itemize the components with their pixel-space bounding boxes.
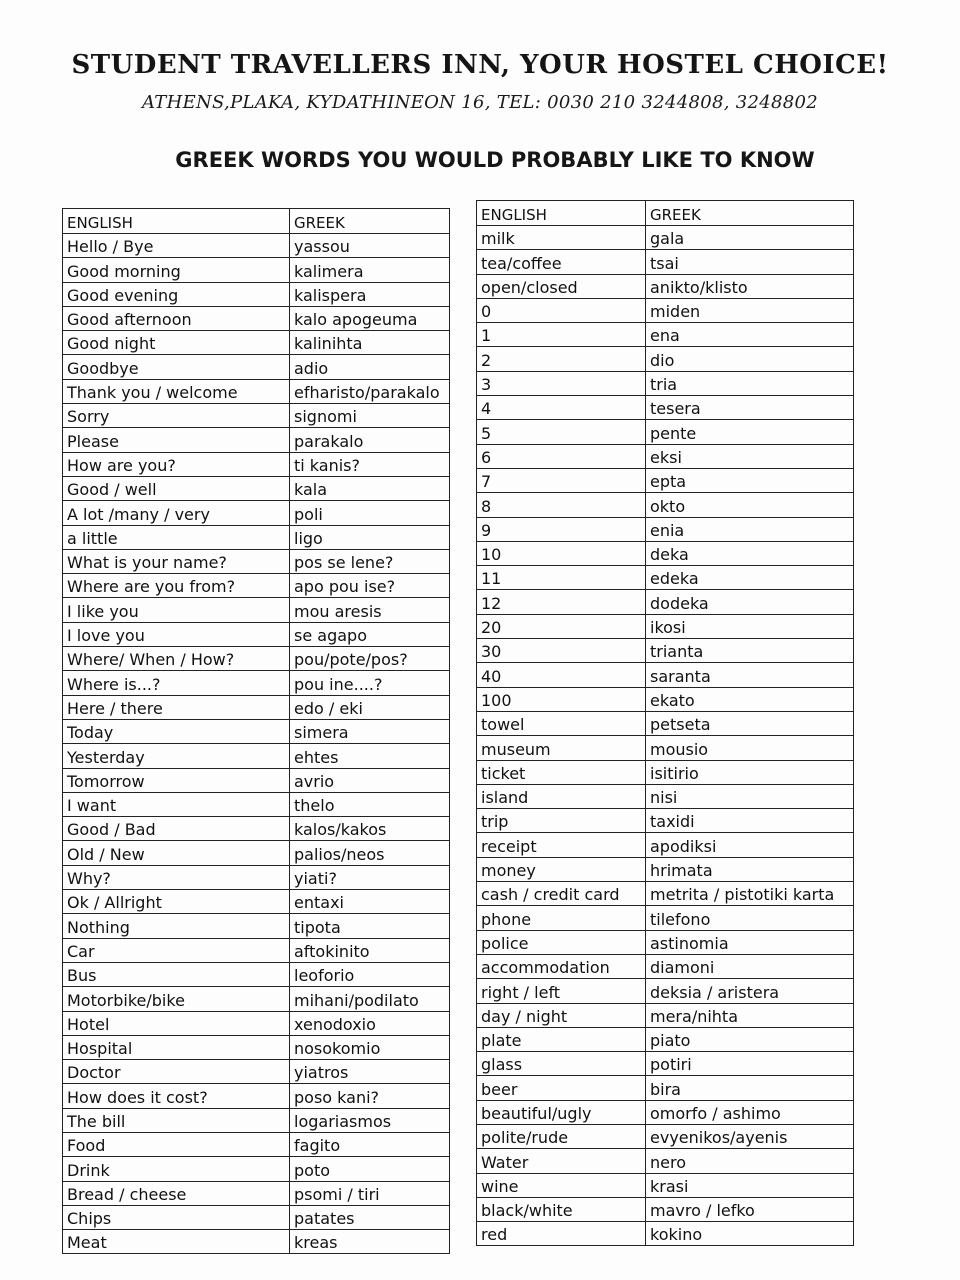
english-word: A lot /many / very [63,501,290,525]
english-word: milk [477,226,646,250]
english-word: Thank you / welcome [63,379,290,403]
table-row [63,1108,450,1132]
english-word: Good / well [63,476,290,500]
english-word: 1 [477,323,646,347]
table-row [477,784,854,808]
english-word: 30 [477,639,646,663]
greek-word: ena [646,323,854,347]
greek-word: apodiksi [646,833,854,857]
greek-word: kala [290,476,450,500]
table-row [477,250,854,274]
table-row [63,1011,450,1035]
greek-word: poli [290,501,450,525]
table-row [477,371,854,395]
english-word: island [477,784,646,808]
english-word: day / night [477,1003,646,1027]
greek-word: dodeka [646,590,854,614]
greek-word: tipota [290,914,450,938]
english-word: 8 [477,493,646,517]
english-word: plate [477,1027,646,1051]
greek-word: efharisto/parakalo [290,379,450,403]
greek-word: kalo apogeuma [290,306,450,330]
greek-word: tria [646,371,854,395]
greek-word: tesera [646,396,854,420]
greek-word: mousio [646,736,854,760]
table-row [477,639,854,663]
table-row [63,598,450,622]
english-word: 11 [477,566,646,590]
english-word: I love you [63,622,290,646]
greek-word: pou/pote/pos? [290,647,450,671]
greek-word: poso kani? [290,1084,450,1108]
greek-word: mihani/podilato [290,987,450,1011]
english-word: police [477,930,646,954]
table-row [477,906,854,930]
greek-word: edeka [646,566,854,590]
greek-word: bira [646,1076,854,1100]
table-row [63,962,450,986]
english-word: Motorbike/bike [63,987,290,1011]
table-row [63,234,450,258]
greek-word: anikto/klisto [646,274,854,298]
english-word: trip [477,809,646,833]
english-word: 6 [477,444,646,468]
greek-word: kalinihta [290,331,450,355]
english-word: phone [477,906,646,930]
table-row [63,938,450,962]
english-word: Ok / Allright [63,890,290,914]
table-row [477,444,854,468]
greek-word: omorfo / ashimo [646,1100,854,1124]
greek-word: xenodoxio [290,1011,450,1035]
table-row [477,1222,854,1246]
greek-word: ekato [646,687,854,711]
english-word: The bill [63,1108,290,1132]
table-row [63,768,450,792]
table-row [477,396,854,420]
greek-word: ikosi [646,614,854,638]
section-heading: GREEK WORDS YOU WOULD PROBABLY LIKE TO KNOW [175,148,815,172]
table-row [477,541,854,565]
table-row [477,1197,854,1221]
table-row [477,1173,854,1197]
english-word: Car [63,938,290,962]
table-row [63,622,450,646]
english-word: polite/rude [477,1124,646,1148]
page-title: STUDENT TRAVELLERS INN, YOUR HOSTEL CHOICE! [71,50,889,80]
table-row [477,468,854,492]
english-word: Good evening [63,282,290,306]
hostel-address: ATHENS,PLAKA, KYDATHINEON 16, TEL: 0030 210 3244808, 3248802 [141,92,819,113]
english-word: receipt [477,833,646,857]
table-row [477,614,854,638]
greek-word: eksi [646,444,854,468]
greek-word: patates [290,1205,450,1229]
table-row [477,274,854,298]
table-row [63,719,450,743]
greek-word: tilefono [646,906,854,930]
table-header-row [63,209,450,234]
table-row [477,1027,854,1051]
table-row [63,817,450,841]
english-word: 10 [477,541,646,565]
table-row [477,857,854,881]
table-row [477,323,854,347]
greek-word: avrio [290,768,450,792]
table-row [63,1060,450,1084]
greek-word: enia [646,517,854,541]
table-row [477,1052,854,1076]
table-row [477,979,854,1003]
table-row [477,663,854,687]
english-word: How does it cost? [63,1084,290,1108]
table-row [63,501,450,525]
table-row [63,792,450,816]
greek-word: gala [646,226,854,250]
greek-word: thelo [290,792,450,816]
table-row [63,744,450,768]
greek-word: mou aresis [290,598,450,622]
greek-word: ehtes [290,744,450,768]
table-row [477,493,854,517]
column-header-english: ENGLISH [63,209,290,234]
greek-word: logariasmos [290,1108,450,1132]
greek-word: nero [646,1149,854,1173]
greek-word: adio [290,355,450,379]
greek-word: deksia / aristera [646,979,854,1003]
english-word: red [477,1222,646,1246]
greek-word: psomi / tiri [290,1181,450,1205]
table-row [477,420,854,444]
greek-word: tsai [646,250,854,274]
table-row [63,1084,450,1108]
english-word: Today [63,719,290,743]
english-word: 40 [477,663,646,687]
english-word: I like you [63,598,290,622]
english-word: Hotel [63,1011,290,1035]
english-word: 9 [477,517,646,541]
greek-word: evyenikos/ayenis [646,1124,854,1148]
english-word: glass [477,1052,646,1076]
english-word: 100 [477,687,646,711]
table-row [477,1100,854,1124]
greek-word: piato [646,1027,854,1051]
greek-word: deka [646,541,854,565]
english-word: ticket [477,760,646,784]
table-row [63,331,450,355]
table-row [477,954,854,978]
greek-word: yiati? [290,865,450,889]
english-word: Food [63,1132,290,1156]
greek-word: pente [646,420,854,444]
vocabulary-table-left [62,208,450,1254]
table-row [63,841,450,865]
english-word: Bread / cheese [63,1181,290,1205]
english-word: towel [477,711,646,735]
english-word: Where are you from? [63,574,290,598]
table-row [63,914,450,938]
english-word: Meat [63,1230,290,1254]
english-word: Good afternoon [63,306,290,330]
table-row [63,890,450,914]
english-word: Yesterday [63,744,290,768]
table-row [63,282,450,306]
greek-word: metrita / pistotiki karta [646,882,854,906]
english-word: 5 [477,420,646,444]
english-word: What is your name? [63,549,290,573]
greek-word: mavro / lefko [646,1197,854,1221]
table-row [63,452,450,476]
english-word: Where is...? [63,671,290,695]
english-word: money [477,857,646,881]
column-header-english: ENGLISH [477,201,646,226]
greek-word: pou ine....? [290,671,450,695]
english-word: 7 [477,468,646,492]
table-row [63,574,450,598]
table-row [477,736,854,760]
greek-word: kokino [646,1222,854,1246]
english-word: open/closed [477,274,646,298]
table-row [477,347,854,371]
english-word: 3 [477,371,646,395]
greek-word: isitirio [646,760,854,784]
table-row [63,549,450,573]
english-word: Hello / Bye [63,234,290,258]
greek-word: trianta [646,639,854,663]
greek-word: nisi [646,784,854,808]
greek-word: dio [646,347,854,371]
english-word: tea/coffee [477,250,646,274]
greek-word: apo pou ise? [290,574,450,598]
english-word: Please [63,428,290,452]
greek-word: se agapo [290,622,450,646]
table-row [477,1149,854,1173]
english-word: How are you? [63,452,290,476]
table-row [63,525,450,549]
english-word: Where/ When / How? [63,647,290,671]
column-header-greek: GREEK [290,209,450,234]
greek-word: aftokinito [290,938,450,962]
english-word: Sorry [63,404,290,428]
table-row [477,298,854,322]
table-row [63,1157,450,1181]
english-word: beautiful/ugly [477,1100,646,1124]
greek-word: miden [646,298,854,322]
table-row [63,428,450,452]
english-word: 4 [477,396,646,420]
table-row [477,711,854,735]
table-row [477,760,854,784]
english-word: Old / New [63,841,290,865]
english-word: 2 [477,347,646,371]
vocabulary-table-right [476,200,854,1246]
table-row [63,379,450,403]
greek-word: palios/neos [290,841,450,865]
table-row [477,833,854,857]
english-word: black/white [477,1197,646,1221]
greek-word: kalimera [290,258,450,282]
greek-word: petseta [646,711,854,735]
english-word: wine [477,1173,646,1197]
greek-word: kalispera [290,282,450,306]
table-row [63,987,450,1011]
english-word: Why? [63,865,290,889]
greek-word: fagito [290,1132,450,1156]
english-word: Doctor [63,1060,290,1084]
table-row [63,476,450,500]
table-row [477,1124,854,1148]
table-row [477,590,854,614]
greek-word: hrimata [646,857,854,881]
english-word: Goodbye [63,355,290,379]
english-word: 12 [477,590,646,614]
table-row [63,671,450,695]
greek-word: kalos/kakos [290,817,450,841]
table-row [477,517,854,541]
table-header-row [477,201,854,226]
table-row [63,306,450,330]
greek-word: yassou [290,234,450,258]
english-word: right / left [477,979,646,1003]
english-word: Chips [63,1205,290,1229]
greek-word: yiatros [290,1060,450,1084]
english-word: 0 [477,298,646,322]
table-row [63,1132,450,1156]
table-row [63,695,450,719]
table-row [477,687,854,711]
greek-word: saranta [646,663,854,687]
english-word: I want [63,792,290,816]
greek-word: pos se lene? [290,549,450,573]
english-word: beer [477,1076,646,1100]
greek-word: taxidi [646,809,854,833]
greek-word: kreas [290,1230,450,1254]
greek-word: nosokomio [290,1035,450,1059]
greek-word: signomi [290,404,450,428]
greek-word: ti kanis? [290,452,450,476]
greek-word: ligo [290,525,450,549]
english-word: cash / credit card [477,882,646,906]
english-word: Good / Bad [63,817,290,841]
english-word: 20 [477,614,646,638]
table-row [63,647,450,671]
table-row [477,226,854,250]
english-word: Hospital [63,1035,290,1059]
table-row [63,1181,450,1205]
english-word: Tomorrow [63,768,290,792]
greek-word: leoforio [290,962,450,986]
greek-word: krasi [646,1173,854,1197]
table-row [477,1076,854,1100]
greek-word: poto [290,1157,450,1181]
english-word: a little [63,525,290,549]
column-header-greek: GREEK [646,201,854,226]
table-row [63,355,450,379]
table-row [477,809,854,833]
greek-word: mera/nihta [646,1003,854,1027]
english-word: Good night [63,331,290,355]
english-word: Bus [63,962,290,986]
table-row [477,1003,854,1027]
greek-word: entaxi [290,890,450,914]
table-row [477,882,854,906]
english-word: museum [477,736,646,760]
english-word: Drink [63,1157,290,1181]
table-row [63,1230,450,1254]
table-row [63,1035,450,1059]
english-word: Good morning [63,258,290,282]
table-row [477,566,854,590]
table-row [63,1205,450,1229]
english-word: Water [477,1149,646,1173]
greek-word: diamoni [646,954,854,978]
english-word: accommodation [477,954,646,978]
english-word: Nothing [63,914,290,938]
greek-word: edo / eki [290,695,450,719]
table-row [63,865,450,889]
english-word: Here / there [63,695,290,719]
greek-word: simera [290,719,450,743]
greek-word: parakalo [290,428,450,452]
table-row [63,258,450,282]
greek-word: potiri [646,1052,854,1076]
greek-word: epta [646,468,854,492]
greek-word: okto [646,493,854,517]
table-row [477,930,854,954]
table-row [63,404,450,428]
greek-word: astinomia [646,930,854,954]
